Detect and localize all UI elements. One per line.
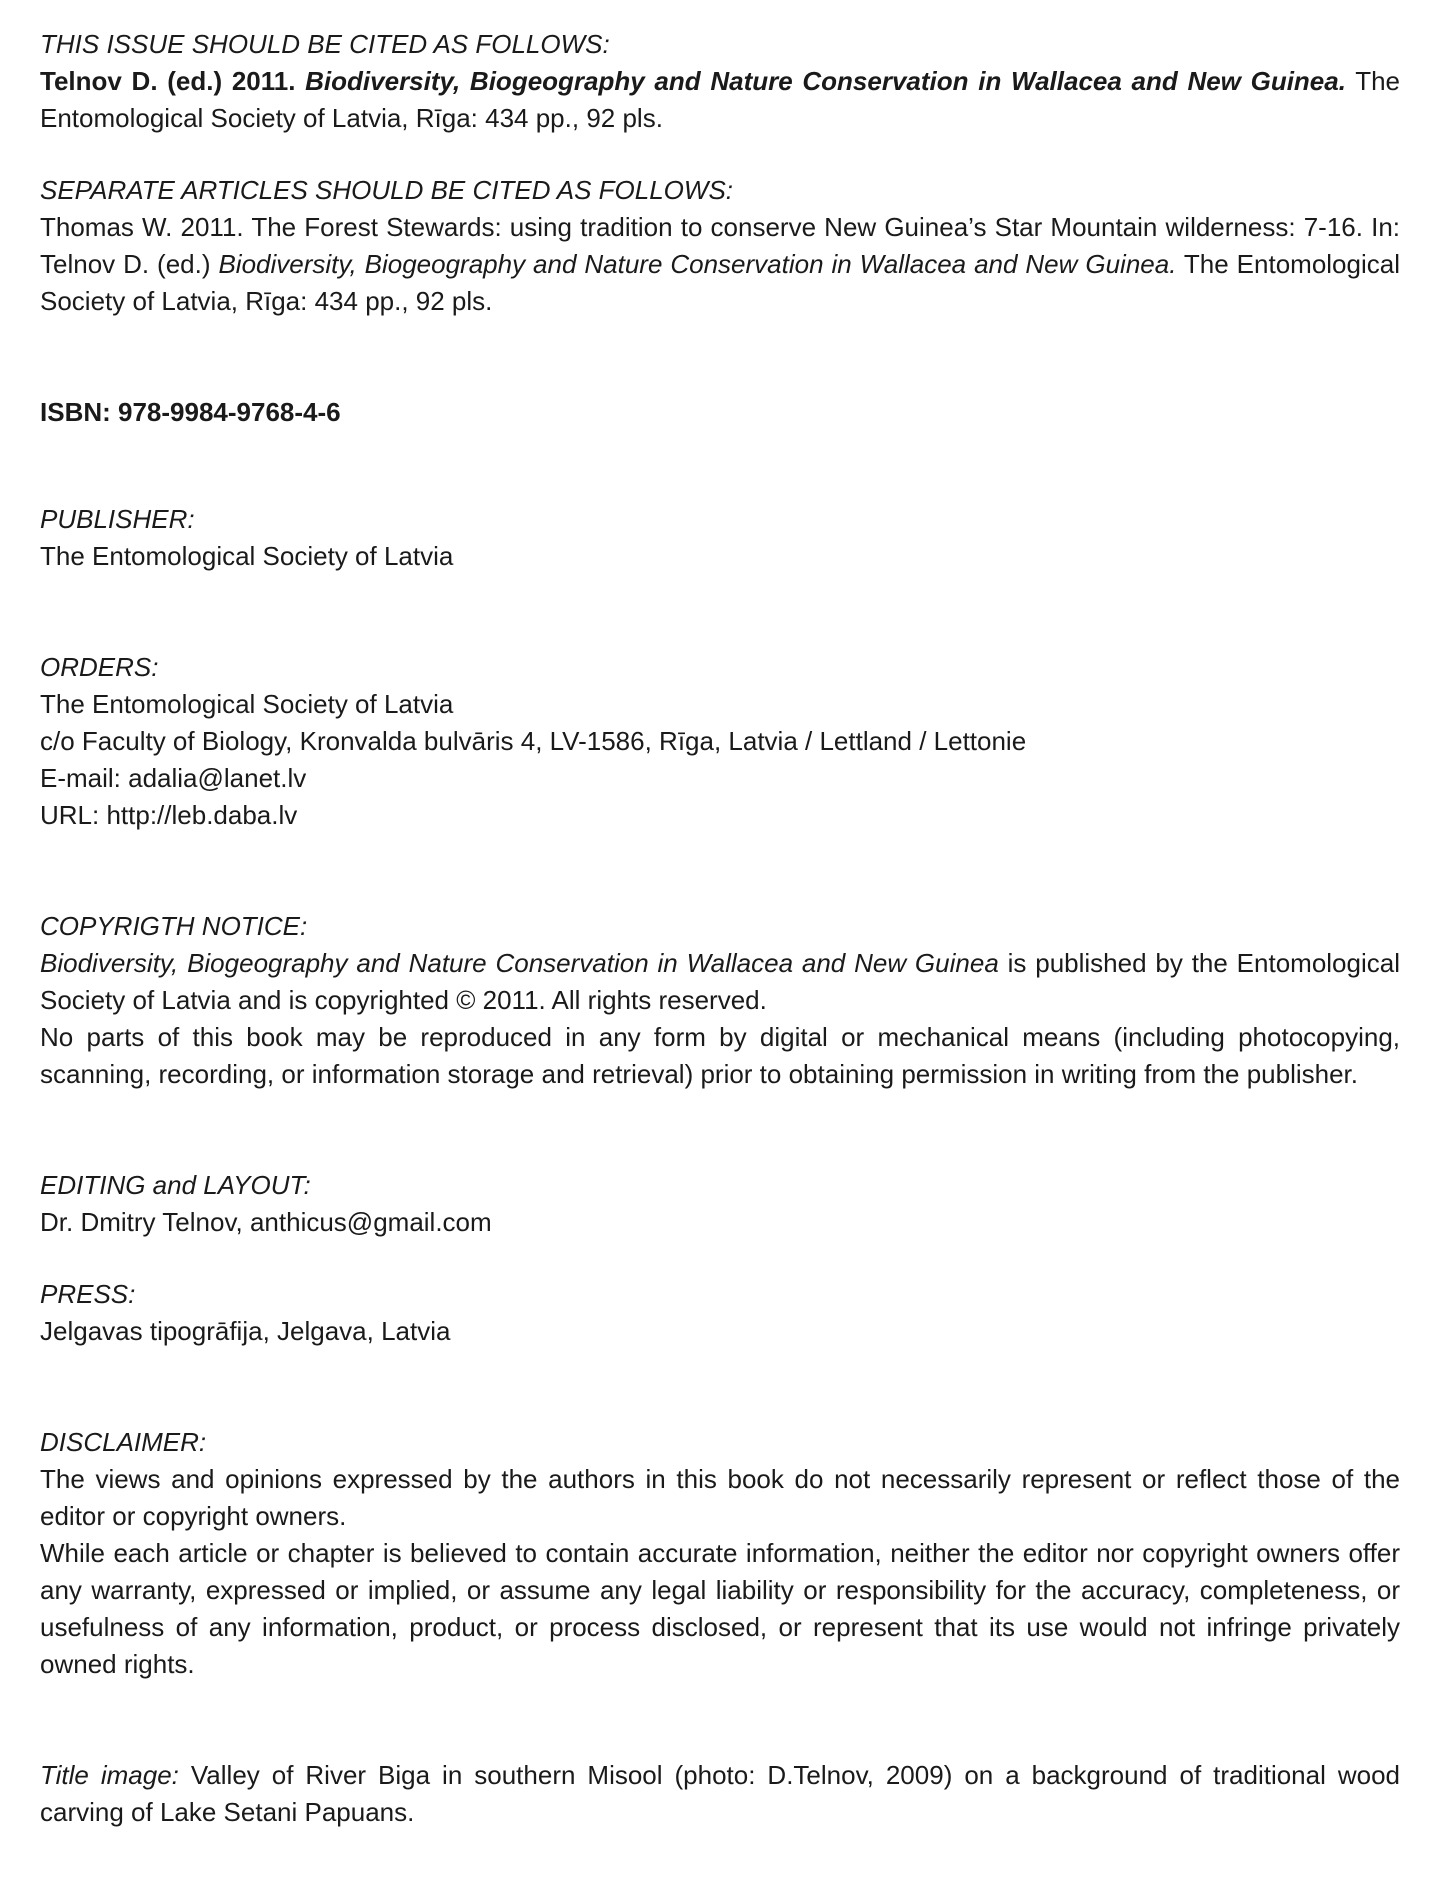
- title-image-section: [40, 1757, 1400, 1831]
- disclaimer-heading: DISCLAIMER:: [40, 1427, 207, 1457]
- isbn: ISBN: 978-9984-9768-4-6: [40, 397, 341, 427]
- orders-organization: The Entomological Society of Latvia: [40, 689, 454, 719]
- title-image-description: Valley of River Biga in southern Misool (photo: D.Telnov, 2009) on a background of traditional wood carving of Lake Setani Papuans.: [40, 1760, 1401, 1827]
- copyright-statement-paragraph: [40, 945, 1400, 1019]
- editing-section: [40, 1167, 1400, 1241]
- cite-issue-author-year: Telnov D. (ed.) 2011.: [40, 66, 296, 96]
- isbn-section: [40, 394, 1400, 431]
- editing-heading: EDITING and LAYOUT:: [40, 1170, 311, 1200]
- disclaimer-paragraph-1: The views and opinions expressed by the authors in this book do not necessarily represent or reflect those of the editor or copyright owners.: [40, 1464, 1400, 1531]
- copyright-statement: is published by the Entomological Society of Latvia and is copyrighted © 2011. All rights reserved.: [40, 948, 1400, 1015]
- orders-section: [40, 649, 1400, 834]
- disclaimer-section: [40, 1424, 1400, 1683]
- cite-articles-section: [40, 172, 1400, 320]
- disclaimer-paragraph-2: While each article or chapter is believed to contain accurate information, neither the editor nor copyright owners offer any warranty, expressed or implied, or assume any legal liability or responsibility for the accuracy, completeness, or usefulness of any information, product, or process disclosed, or represent that its use would not infringe privately owned rights.: [40, 1538, 1400, 1679]
- cite-issue-section: [40, 26, 1400, 137]
- cite-issue-title: Biodiversity, Biogeography and Nature Conservation in Wallacea and New Guinea.: [305, 66, 1346, 96]
- cite-articles-prefix: Thomas W. 2011. The Forest Stewards: using tradition to conserve New Guinea’s Star Mountain wilderness: 7-16. In: Telnov D. (ed.): [40, 212, 1400, 279]
- cite-articles-rest: The Entomological Society of Latvia, Rīga: 434 pp., 92 pls.: [40, 249, 1400, 316]
- title-image-text: [40, 1757, 1400, 1831]
- orders-email: E-mail: adalia@lanet.lv: [40, 763, 307, 793]
- cite-articles-title: Biodiversity, Biogeography and Nature Conservation in Wallacea and New Guinea.: [218, 249, 1177, 279]
- title-image-label: Title image:: [40, 1760, 179, 1790]
- orders-address: c/o Faculty of Biology, Kronvalda bulvāris 4, LV-1586, Rīga, Latvia / Lettland / Lettonie: [40, 726, 1027, 756]
- publisher-section: [40, 501, 1400, 575]
- orders-url: URL: http://leb.daba.lv: [40, 800, 298, 830]
- cite-articles-text: [40, 209, 1400, 320]
- copyright-book-title: Biodiversity, Biogeography and Nature Conservation in Wallacea and New Guinea: [40, 948, 999, 978]
- press-value: Jelgavas tipogrāfija, Jelgava, Latvia: [40, 1316, 451, 1346]
- publisher-name: The Entomological Society of Latvia: [40, 541, 454, 571]
- cite-issue-text: [40, 63, 1400, 137]
- cite-issue-heading: THIS ISSUE SHOULD BE CITED AS FOLLOWS:: [40, 29, 610, 59]
- copyright-heading: COPYRIGTH NOTICE:: [40, 911, 308, 941]
- press-heading: PRESS:: [40, 1279, 136, 1309]
- imprint-page: [40, 26, 1400, 1831]
- cite-articles-heading: SEPARATE ARTICLES SHOULD BE CITED AS FOLLOWS:: [40, 175, 734, 205]
- press-section: [40, 1276, 1400, 1350]
- editing-value: Dr. Dmitry Telnov, anthicus@gmail.com: [40, 1207, 492, 1237]
- cite-issue-rest: The Entomological Society of Latvia, Rīga: 434 pp., 92 pls.: [40, 66, 1400, 133]
- copyright-restriction: No parts of this book may be reproduced in any form by digital or mechanical means (including photocopying, scanning, recording, or information storage and retrieval) prior to obtaining permission in writing from the publisher.: [40, 1022, 1400, 1089]
- orders-heading: ORDERS:: [40, 652, 159, 682]
- copyright-section: [40, 908, 1400, 1093]
- publisher-heading: PUBLISHER:: [40, 504, 195, 534]
